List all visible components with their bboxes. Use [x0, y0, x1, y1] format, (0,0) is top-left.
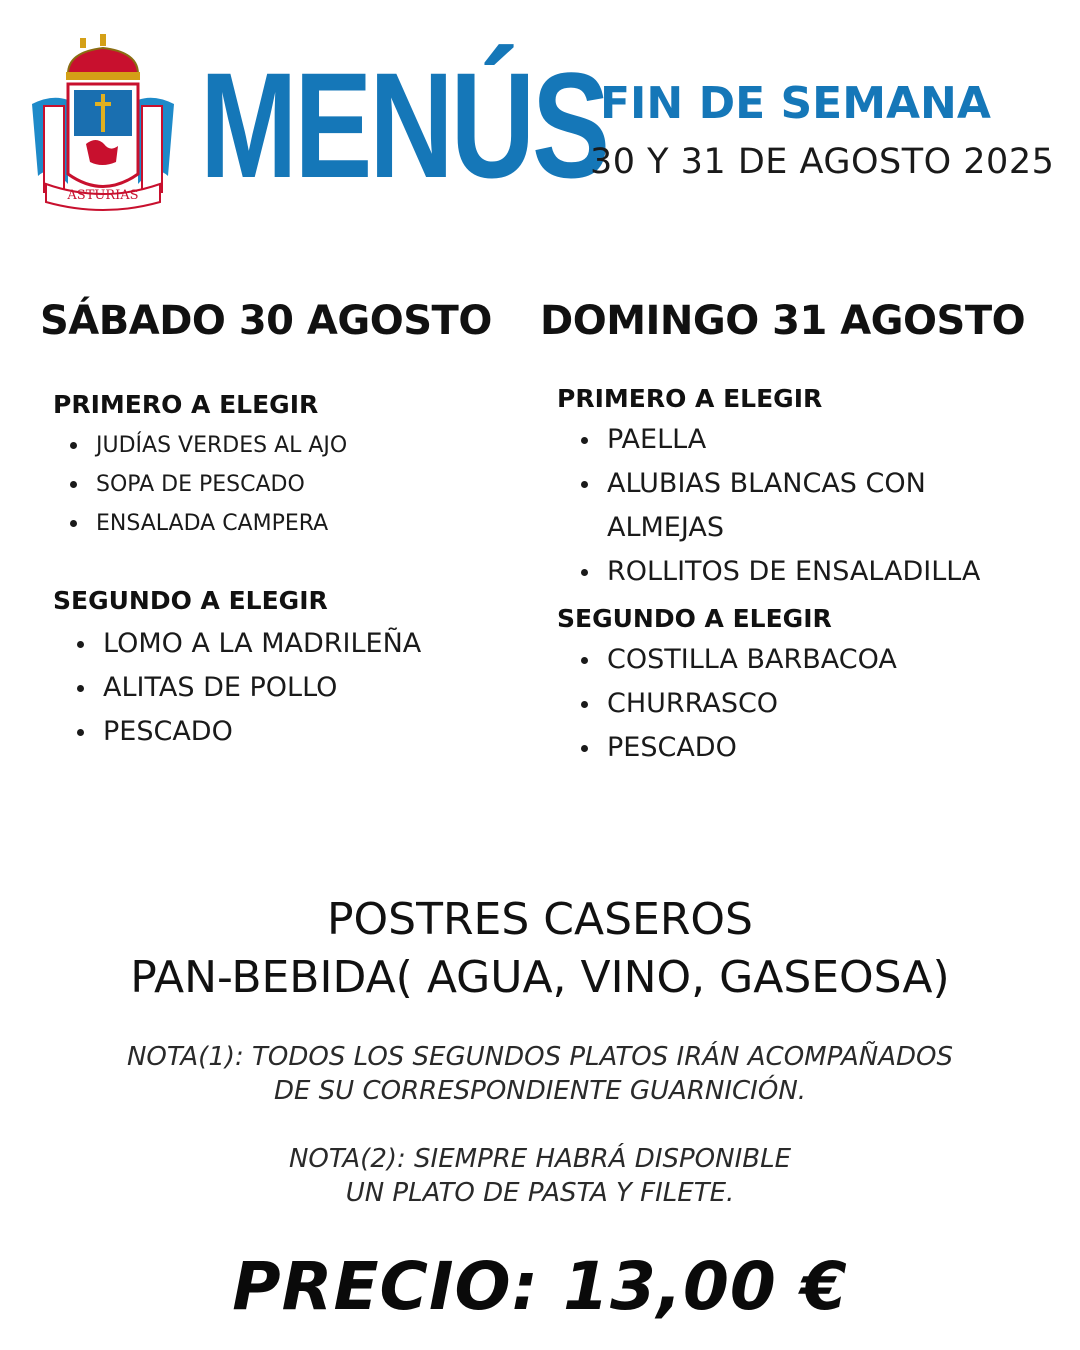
list-item: ALUBIAS BLANCAS CON: [607, 462, 980, 506]
list-item: PESCADO: [607, 726, 897, 770]
price: PRECIO: 13,00 €: [232, 1248, 848, 1325]
list-item: ENSALADA CAMPERA: [96, 504, 347, 543]
saturday-heading: SÁBADO 30 AGOSTO: [40, 298, 492, 344]
list-item: PESCADO: [103, 710, 421, 754]
bread-drinks-line: PAN-BEBIDA( AGUA, VINO, GASEOSA): [130, 952, 950, 1003]
list-item: ALITAS DE POLLO: [103, 666, 421, 710]
saturday-first-label: PRIMERO A ELEGIR: [53, 390, 319, 419]
sunday-first-list: [607, 418, 980, 594]
casa-asturias-logo: [28, 34, 178, 212]
note-2-line-2: UN PLATO DE PASTA Y FILETE.: [345, 1178, 735, 1208]
sunday-second-list: [607, 638, 897, 770]
date-line: 30 Y 31 DE AGOSTO 2025: [590, 142, 1055, 182]
sunday-heading: DOMINGO 31 AGOSTO: [540, 298, 1026, 344]
svg-text:ASTURIAS: ASTURIAS: [67, 188, 139, 203]
saturday-second-label: SEGUNDO A ELEGIR: [53, 586, 328, 615]
list-item: LOMO A LA MADRILEÑA: [103, 622, 421, 666]
desserts-line: POSTRES CASEROS: [327, 894, 753, 945]
list-item: ROLLITOS DE ENSALADILLA: [607, 550, 980, 594]
note-1-line-2: DE SU CORRESPONDIENTE GUARNICIÓN.: [273, 1076, 807, 1106]
list-item: COSTILLA BARBACOA: [607, 638, 897, 682]
saturday-first-list: [96, 426, 347, 543]
sunday-second-label: SEGUNDO A ELEGIR: [557, 604, 832, 633]
list-item: JUDÍAS VERDES AL AJO: [96, 426, 347, 465]
shield-icon: [68, 84, 138, 187]
note-2-line-1: NOTA(2): SIEMPRE HABRÁ DISPONIBLE: [288, 1144, 791, 1174]
saturday-second-list: [103, 622, 421, 754]
list-item: PAELLA: [607, 418, 980, 462]
note-1-line-1: NOTA(1): TODOS LOS SEGUNDOS PLATOS IRÁN ACOMPAÑADOS: [126, 1042, 954, 1072]
list-item: CHURRASCO: [607, 682, 897, 726]
sunday-first-label: PRIMERO A ELEGIR: [557, 384, 823, 413]
page-title: MENÚS: [200, 41, 607, 209]
list-item-continuation: ALMEJAS: [607, 512, 724, 543]
list-item: SOPA DE PESCADO: [96, 465, 347, 504]
subtitle: FIN DE SEMANA: [600, 78, 991, 129]
crown-icon: [66, 34, 140, 80]
